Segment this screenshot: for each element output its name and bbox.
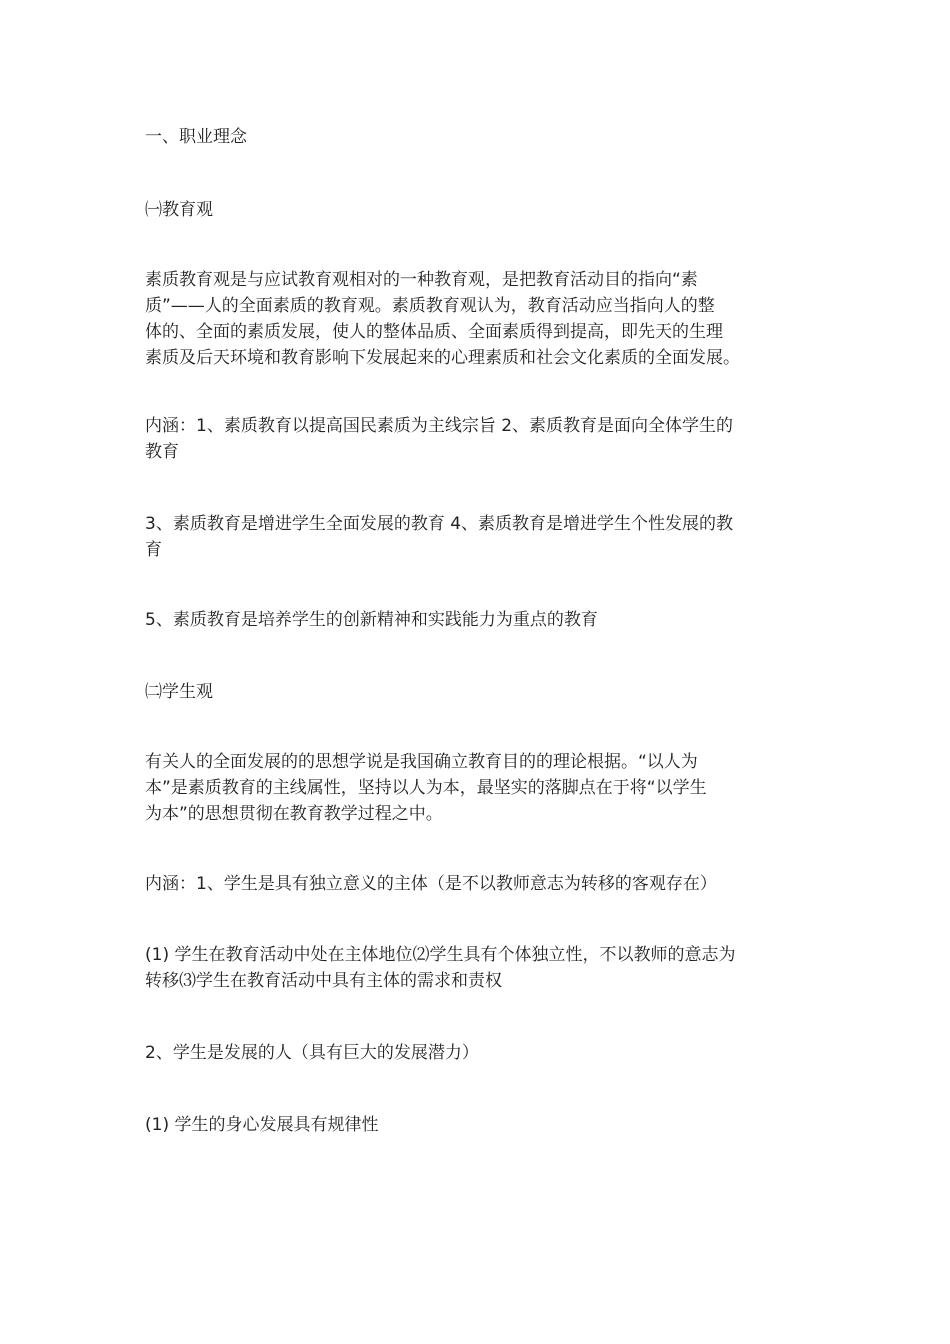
paragraph-connotation-3-4 [145,511,810,563]
paragraph-connotation-1-2 [145,413,810,465]
paragraph-line: 教育 [145,442,179,462]
paragraph-line: 育 [145,540,162,560]
paragraph-connotation-5: 5、素质教育是培养学生的创新精神和实践能力为重点的教育 [145,610,598,630]
paragraph-quality-education-definition [145,267,810,371]
paragraph-line: 3、素质教育是增进学生全面发展的教育 4、素质教育是增进学生个性发展的教 [145,514,734,534]
paragraph-line: 为本”的思想贯彻在教育教学过程之中。 [145,804,443,824]
subsection-heading-education-view: ㈠教育观 [145,200,213,220]
paragraph-student-view [145,749,810,827]
paragraph-student-connotation-2: 2、学生是发展的人（具有巨大的发展潜力） [145,1043,479,1063]
paragraph-student-connotation-1: 内涵：1、学生是具有独立意义的主体（是不以教师意志为转移的客观存在） [145,874,717,894]
paragraph-student-development-law: (1) 学生的身心发展具有规律性 [145,1115,379,1135]
paragraph-line: 体的、全面的素质发展，使人的整体品质、全面素质得到提高，即先天的生理 [145,322,723,342]
paragraph-line: 质”——人的全面素质的教育观。素质教育观认为，教育活动应当指向人的整 [145,296,715,316]
paragraph-line: 转移⑶学生在教育活动中具有主体的需求和责权 [145,971,502,991]
paragraph-student-subject-points [145,942,810,994]
paragraph-line: 有关人的全面发展的的思想学说是我国确立教育目的的理论根据。“以人为 [145,752,698,772]
paragraph-line: 素质及后天环境和教育影响下发展起来的心理素质和社会文化素质的全面发展。 [145,348,740,368]
subsection-heading-student-view: ㈡学生观 [145,682,213,702]
paragraph-line: (1) 学生在教育活动中处在主体地位⑵学生具有个体独立性，不以教师的意志为 [145,945,736,965]
section-title: 一、职业理念 [145,127,247,147]
paragraph-line: 内涵：1、素质教育以提高国民素质为主线宗旨 2、素质教育是面向全体学生的 [145,416,734,436]
paragraph-line: 素质教育观是与应试教育观相对的一种教育观，是把教育活动目的指向“素 [145,270,698,290]
paragraph-line: 本”是素质教育的主线属性，坚持以人为本，最坚实的落脚点在于将“以学生 [145,778,707,798]
